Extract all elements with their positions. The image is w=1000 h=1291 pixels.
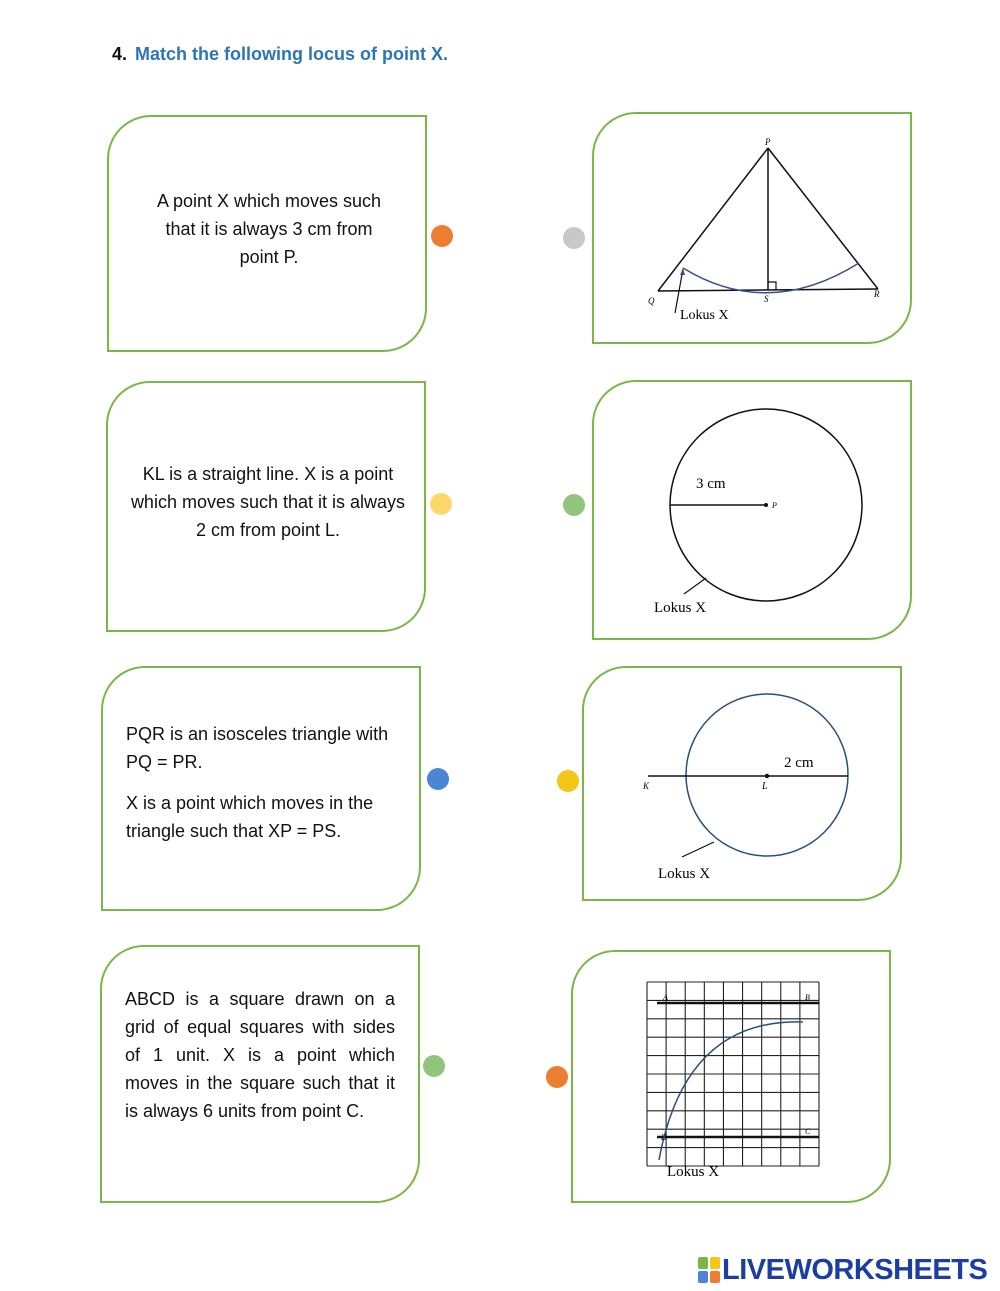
locus-arc: [659, 1022, 803, 1160]
statement-card-3: [101, 666, 421, 911]
left-match-dot-4[interactable]: [423, 1055, 445, 1077]
label-P: P: [765, 137, 771, 147]
statement-text-3-paragraph-2: X is a point which moves in the triangle such that XP = PS.: [126, 793, 374, 841]
point-L: [765, 774, 769, 778]
statement-text-2: KL is a straight line. X is a point which moves such that it is always 2 cm from point L.: [130, 464, 406, 540]
triangle-locus-figure: [640, 132, 892, 332]
label-S: S: [764, 294, 769, 304]
label-L: L: [762, 781, 768, 792]
label-locus: Lokus X: [667, 1164, 720, 1180]
label-R: R: [874, 289, 880, 299]
locus-arrow: [682, 842, 714, 857]
line-PR: [768, 148, 878, 289]
circle-l-locus-figure: [636, 682, 858, 888]
locus-arc: [683, 263, 859, 293]
right-match-dot-3[interactable]: [557, 770, 579, 792]
statement-text-3: [126, 720, 408, 845]
label-C: C: [805, 1127, 811, 1136]
left-match-dot-2[interactable]: [430, 493, 452, 515]
left-match-dot-3[interactable]: [427, 768, 449, 790]
statement-card-1: [107, 115, 427, 352]
label-B: B: [805, 993, 810, 1002]
figure-card-circle-p: [592, 380, 912, 640]
circle-p-locus-figure: [644, 398, 876, 628]
logo-blocks-icon: [698, 1257, 720, 1283]
statement-text-1: A point X which moves such that it is always 3 cm from point P.: [156, 191, 382, 267]
left-match-dot-1[interactable]: [431, 225, 453, 247]
question-heading: [112, 44, 448, 65]
logo-text: LIVEWORKSHEETS: [722, 1253, 988, 1286]
label-locus: Lokus X: [658, 866, 711, 882]
right-match-dot-2[interactable]: [563, 494, 585, 516]
right-match-dot-4[interactable]: [546, 1066, 568, 1088]
radius-label: 3 cm: [696, 476, 726, 492]
point-P: [764, 503, 768, 507]
statement-text-3-paragraph-1: PQR is an isosceles triangle with PQ = PR.: [126, 724, 389, 772]
grid-lines: [647, 982, 819, 1166]
question-number: 4.: [112, 44, 128, 64]
figure-card-triangle: [592, 112, 912, 344]
line-PQ: [658, 148, 768, 291]
statement-card-2: [106, 381, 426, 632]
label-K: K: [643, 781, 650, 791]
label-P: P: [772, 501, 777, 510]
question-title: Match the following locus of point X.: [135, 44, 448, 64]
radius-label: 2 cm: [784, 755, 814, 771]
label-D: D: [661, 1133, 667, 1142]
label-locus: Lokus X: [654, 600, 707, 616]
locus-arrow: [684, 578, 706, 594]
grid-locus-figure: [643, 978, 833, 1186]
statement-text-4: ABCD is a square drawn on a grid of equal squares with sides of 1 unit. X is a point which moves in the square such that it is always 6 units from point C.: [125, 989, 395, 1121]
figure-card-circle-l: [582, 666, 902, 901]
label-Q: Q: [648, 296, 655, 306]
label-A: A: [663, 993, 668, 1002]
label-locus: Lokus X: [680, 308, 729, 323]
right-angle-mark: [768, 282, 776, 290]
liveworksheets-logo: [698, 1254, 987, 1286]
right-match-dot-1[interactable]: [563, 227, 585, 249]
statement-card-4: [100, 945, 420, 1203]
figure-card-grid: [571, 950, 891, 1203]
